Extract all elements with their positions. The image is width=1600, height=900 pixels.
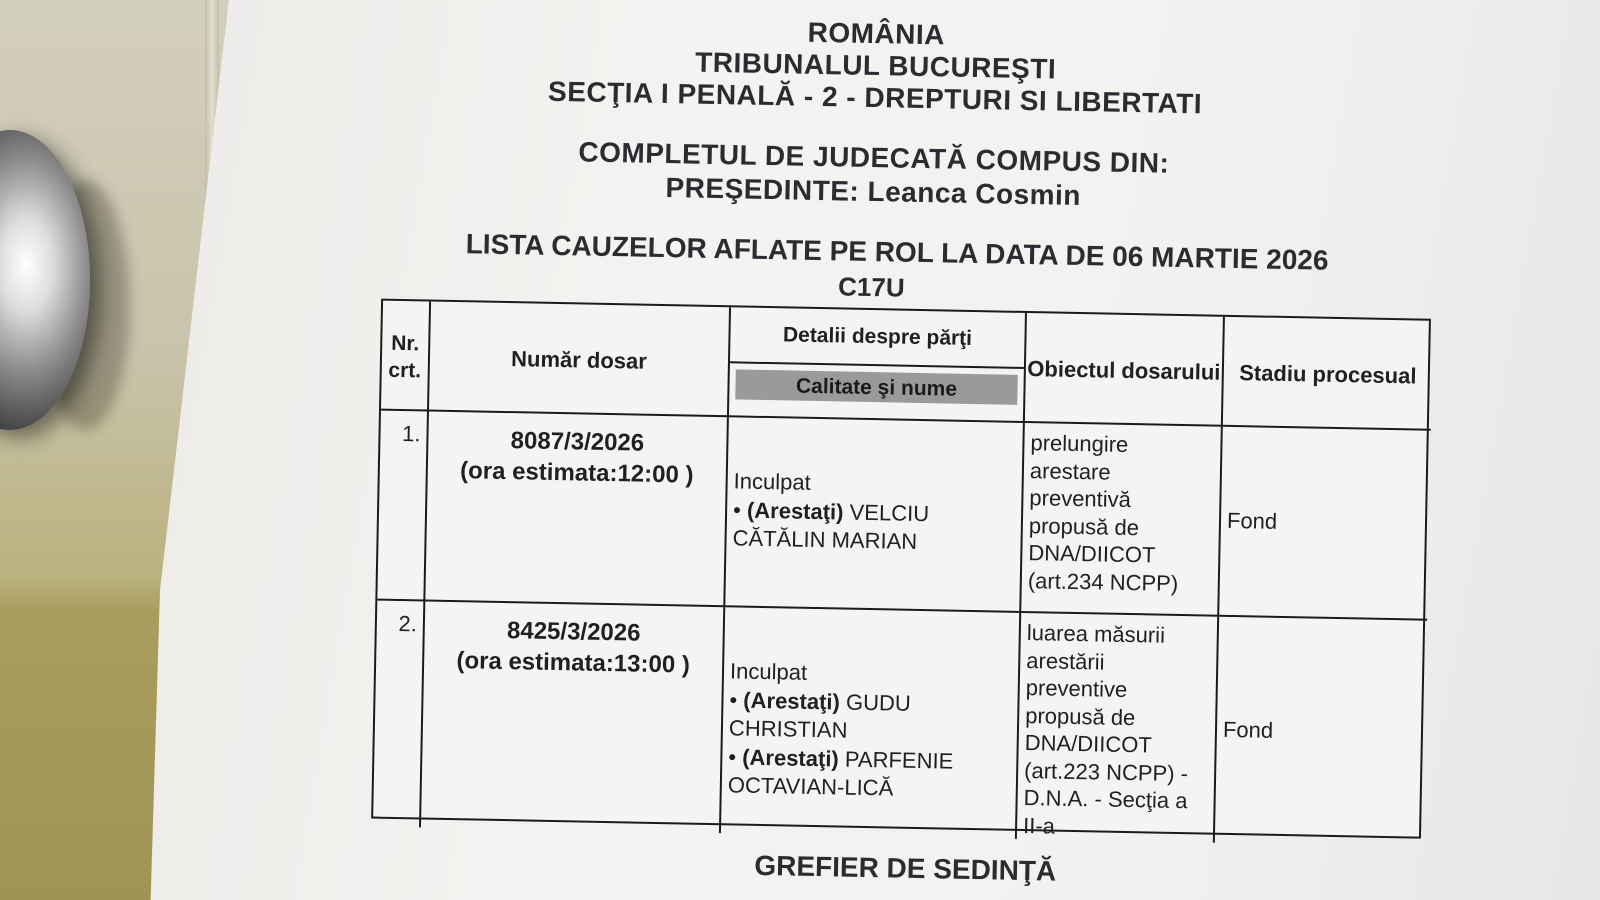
court-heading: TRIBUNALUL BUCUREŞTI xyxy=(694,46,1057,85)
clerk-signature-label: GREFIER DE SEDINŢĂ xyxy=(754,849,1057,887)
row-2-dosar-number: 8425/3/2026 xyxy=(506,617,641,647)
cases-table xyxy=(371,299,1431,839)
row-2-party-2: • (Arestaţi) PARFENIE OCTAVIAN-LICĂ xyxy=(727,744,954,801)
row-1-calitate: Inculpat xyxy=(733,468,811,495)
list-code: C17U xyxy=(837,271,905,303)
row-1-obiect: prelungire arestare preventivă propusă de DNA/DIICOT (art.234 NCPP) xyxy=(1021,423,1223,617)
court-list-document xyxy=(220,0,1517,900)
header-parti-label: Detalii despre părţi xyxy=(730,307,1025,369)
header-parti-sub: Calitate şi nume xyxy=(735,370,1018,405)
country-heading: ROMÂNIA xyxy=(807,16,946,51)
row-2-party-2-status: (Arestaţi) xyxy=(741,744,840,772)
row-1-nr: 1. xyxy=(377,411,429,602)
header-stadiu: Stadiu procesual xyxy=(1223,317,1433,431)
row-1-ora: (ora estimata:12:00 ) xyxy=(459,457,694,489)
row-1-party-1-status: (Arestaţi) xyxy=(746,497,844,525)
section-heading: SECŢIA I PENALĂ - 2 - DREPTURI SI LIBERTATI xyxy=(547,75,1203,120)
panel-heading: COMPLETUL DE JUDECATĂ COMPUS DIN: xyxy=(578,136,1170,179)
row-1-parti xyxy=(725,417,1025,613)
row-2-party-2-name: PARFENIE OCTAVIAN-LICĂ xyxy=(727,746,954,801)
row-1-dosar-number: 8087/3/2026 xyxy=(510,427,645,457)
row-2-party-1-name: GUDU CHRISTIAN xyxy=(728,689,912,743)
row-2-ora: (ora estimata:13:00 ) xyxy=(456,647,691,679)
header-parti xyxy=(729,307,1027,423)
header-obiect: Obiectul dosarului xyxy=(1025,313,1225,427)
row-1-party-1: • (Arestaţi) VELCIU CĂTĂLIN MARIAN xyxy=(732,496,930,555)
row-2-party-1-status: (Arestaţi) xyxy=(743,687,841,715)
row-2-dosar xyxy=(421,602,725,834)
row-2-stadiu: Fond xyxy=(1222,716,1274,743)
row-2-parti xyxy=(721,607,1021,839)
row-1-party-1-name: VELCIU CĂTĂLIN MARIAN xyxy=(732,499,930,555)
row-2-nr: 2. xyxy=(373,601,425,828)
row-2-party-1: • (Arestaţi) GUDU CHRISTIAN xyxy=(728,686,912,743)
header-dosar: Număr dosar xyxy=(429,302,731,418)
row-1-dosar xyxy=(425,412,729,608)
header-nr: Nr. crt. xyxy=(381,301,431,412)
list-title: LISTA CAUZELOR AFLATE PE ROL LA DATA DE 06 MARTIE 2026 xyxy=(465,228,1329,276)
row-1-stadiu: Fond xyxy=(1219,427,1431,621)
president-line: PREŞEDINTE: Leanca Cosmin xyxy=(665,172,1082,212)
row-2-calitate: Inculpat xyxy=(729,658,808,685)
row-2-obiect: luarea măsurii arestării preventive propusă de DNA/DIICOT (art.223 NCPP) - D.N.A. - Secţia a II-a xyxy=(1017,613,1219,843)
